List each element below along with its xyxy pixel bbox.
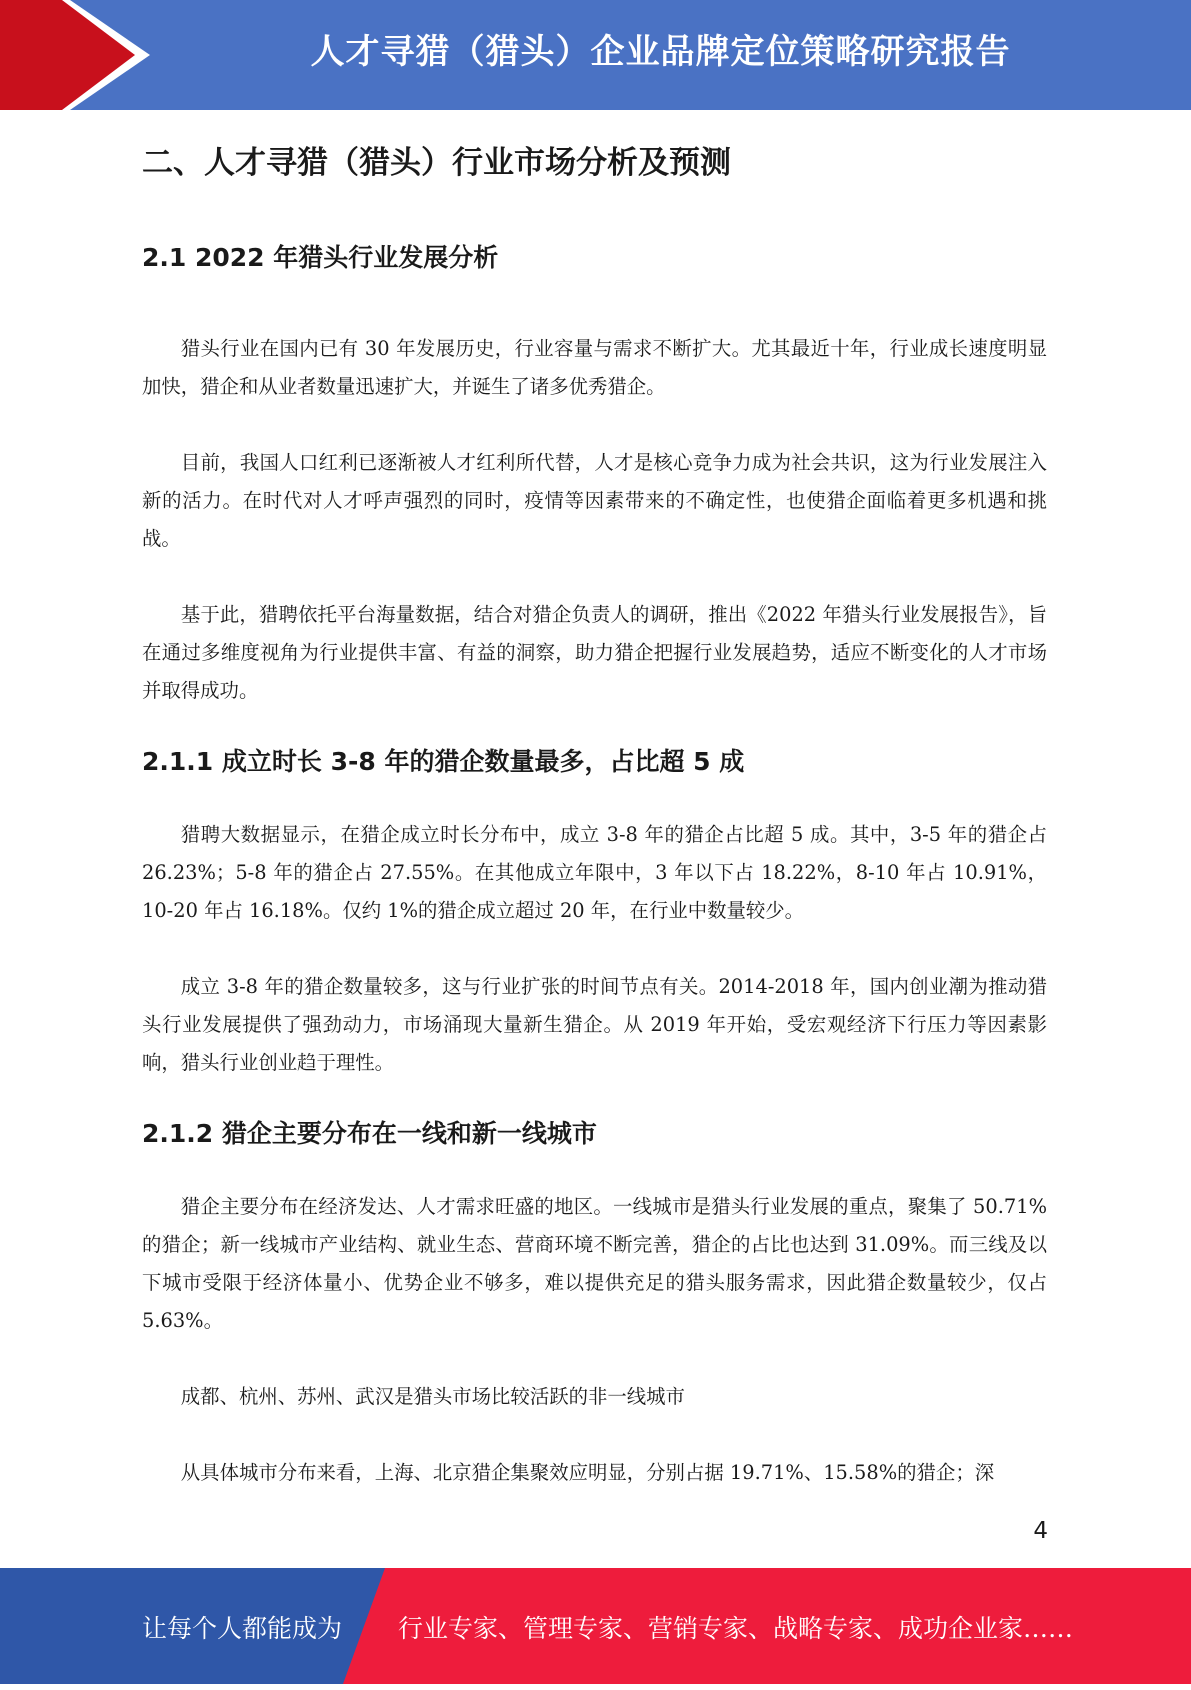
subsection-title-2-1-1: 2.1.1 成立时长 3-8 年的猎企数量最多，占比超 5 成 [142, 747, 745, 776]
paragraph: 猎企主要分布在经济发达、人才需求旺盛的地区。一线城市是猎头行业发展的重点，聚集了 50.71%的猎企；新一线城市产业结构、就业生态、营商环境不断完善，猎企的占比也达到 31.09%。而三线及以下城市受限于经济体量小、优势企业不够多，难以提供充足的猎头服务需求，因此猎企数量较少，仅占 5.63%。 [142, 1195, 1047, 1332]
paragraph: 成立 3-8 年的猎企数量较多，这与行业扩张的时间节点有关。2014-2018 年，国内创业潮为推动猎头行业发展提供了强劲动力，市场涌现大量新生猎企。从 2019 年开始，受宏观经济下行压力等因素影响，猎头行业创业趋于理性。 [142, 975, 1047, 1074]
header-arrow-decoration [0, 0, 160, 110]
subsection-title-2-1: 2.1 2022 年猎头行业发展分析 [142, 243, 499, 272]
footer-slogan-left: 让每个人都能成为 [142, 1614, 343, 1643]
paragraph: 基于此，猎聘依托平台海量数据，结合对猎企负责人的调研，推出《2022 年猎头行业发展报告》，旨在通过多维度视角为行业提供丰富、有益的洞察，助力猎企把握行业发展趋势，适应不断变化的人才市场并取得成功。 [142, 603, 1047, 702]
paragraph: 目前，我国人口红利已逐渐被人才红利所代替，人才是核心竞争力成为社会共识，这为行业发展注入新的活力。在时代对人才呼声强烈的同时，疫情等因素带来的不确定性，也使猎企面临着更多机遇和挑战。 [142, 451, 1047, 550]
paragraph: 从具体城市分布来看，上海、北京猎企集聚效应明显，分别占据 19.71%、15.58%的猎企；深 [180, 1461, 995, 1484]
paragraph: 猎头行业在国内已有 30 年发展历史，行业容量与需求不断扩大。尤其最近十年，行业成长速度明显加快，猎企和从业者数量迅速扩大，并诞生了诸多优秀猎企。 [142, 337, 1047, 398]
header-title: 人才寻猎（猎头）企业品牌定位策略研究报告 [310, 32, 1011, 72]
subsection-title-2-1-2: 2.1.2 猎企主要分布在一线和新一线城市 [142, 1119, 597, 1148]
page-number: 4 [1033, 1518, 1048, 1544]
page-footer [0, 1568, 1191, 1684]
page-content [142, 110, 1047, 1492]
page-header [0, 0, 1191, 110]
section-title: 二、人才寻猎（猎头）行业市场分析及预测 [142, 145, 731, 181]
paragraph: 成都、杭州、苏州、武汉是猎头市场比较活跃的非一线城市 [180, 1385, 685, 1408]
paragraph: 猎聘大数据显示，在猎企成立时长分布中，成立 3-8 年的猎企占比超 5 成。其中，3-5 年的猎企占 26.23%；5-8 年的猎企占 27.55%。在其他成立年限中，3 年以下占 18.22%，8-10 年占 10.91%，10-20 年占 16.18%。仅约 1%的猎企成立超过 20 年，在行业中数量较少。 [142, 823, 1047, 922]
footer-slogan-right: 行业专家、管理专家、营销专家、战略专家、成功企业家…… [398, 1614, 1074, 1643]
